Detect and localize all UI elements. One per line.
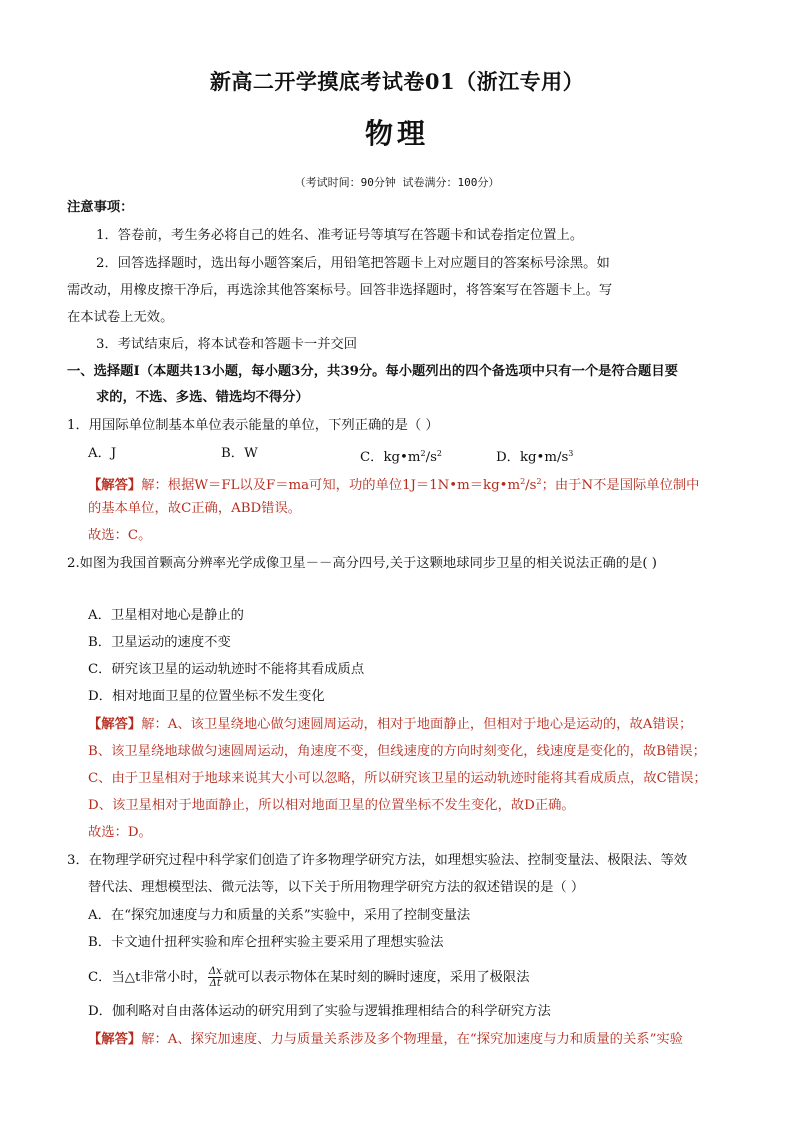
notice-item-1: 1．答卷前，考生务必将自己的姓名、准考证号等填写在答题卡和试卷指定位置上。 <box>96 228 584 243</box>
q2-option-c: C．研究该卫星的运动轨迹时不能将其看成质点 <box>88 662 365 677</box>
q1-option-d: D．$kg•m/s^3$ <box>496 449 574 465</box>
notice-item-2-line-2: 需改动，用橡皮擦干净后，再选涂其他答案标号。回答非选择题时，将答案写在答题卡上。写 <box>67 283 613 298</box>
section-1-heading-line-1: 一、选择题Ⅰ（本题共13小题，每小题3分，共39分。每小题列出的四个备选项中只有一个是符合题目要 <box>67 364 678 379</box>
q3-option-d: D．伽利略对自由落体运动的研究用到了实验与逻辑推理相结合的科学研究方法 <box>88 1004 551 1019</box>
q1-stem: 1．用国际单位制基本单位表示能量的单位，下列正确的是（ ） <box>67 418 439 433</box>
q2-option-b: B．卫星运动的速度不变 <box>88 635 231 650</box>
q2-answer-line-3: C、由于卫星相对于地球来说其大小可以忽略，所以研究该卫星的运动轨迹时能将其看成质点，故C错误； <box>88 771 707 786</box>
q3-answer-tag: 【解答】 <box>88 1032 142 1047</box>
q1-option-c: C．$kg•m^2/s^2$ <box>360 449 442 465</box>
q3-stem-line-1: 3．在物理学研究过程中科学家们创造了许多物理学研究方法，如理想实验法、控制变量法、极限法、等效 <box>67 853 688 868</box>
notice-heading: 注意事项： <box>67 200 134 215</box>
q2-answer-choice: 故选：D。 <box>88 825 152 840</box>
q1-answer-line-1: 【解答】解：根据W＝FL以及F＝ma可知，功的单位$1J=1N•m=kg•m^2/s^2$；由于N不是国际单位制中 <box>88 477 700 493</box>
q3-answer-line-1: 【解答】解：A、探究加速度、力与质量关系涉及多个物理量，在“探究加速度与力和质量的关系”实验 <box>88 1032 683 1047</box>
q2-answer-line-2: B、该卫星绕地球做匀速圆周运动，角速度不变，但线速度的方向时刻变化，线速度是变化的，故B错误； <box>88 744 706 759</box>
exam-time-note: （考试时间：90分钟 试卷满分：100分） <box>294 176 500 189</box>
subject-title: 物理 <box>364 117 429 150</box>
exam-title: 新高二开学摸底考试卷01（浙江专用） <box>209 69 585 94</box>
q2-option-a: A．卫星相对地心是静止的 <box>88 608 244 623</box>
q1-option-a: A．J <box>88 446 117 461</box>
q2-answer-line-1: 【解答】解：A、该卫星绕地心做匀速圆周运动，相对于地面静止，但相对于地心是运动的，故A错误； <box>88 717 693 732</box>
delta-x-over-delta-t-fraction: $\frac{\Delta x}{\Delta t}$ <box>208 966 222 989</box>
q1-answer-line-2: 的基本单位，故C正确，ABD错误。 <box>88 501 302 516</box>
q3-option-b: B．卡文迪什扭秤实验和库仑扭秤实验主要采用了理想实验法 <box>88 935 444 950</box>
q2-answer-tag: 【解答】 <box>88 717 142 732</box>
q2-option-d: D．相对地面卫星的位置坐标不发生变化 <box>88 689 325 704</box>
q3-option-a: A．在“探究加速度与力和质量的关系”实验中，采用了控制变量法 <box>88 908 471 923</box>
section-1-heading-line-2: 求的，不选、多选、错选均不得分） <box>96 390 309 405</box>
notice-item-2-line-3: 在本试卷上无效。 <box>67 310 174 325</box>
q1-option-b: B．W <box>221 446 258 461</box>
notice-item-2-line-1: 2．回答选择题时，选出每小题答案后，用铅笔把答题卡上对应题目的答案标号涂黑。如 <box>96 256 610 271</box>
q2-answer-line-4: D、该卫星相对于地面静止，所以相对地面卫星的位置坐标不发生变化，故D正确。 <box>88 798 575 813</box>
q3-stem-line-2: 替代法、理想模型法、微元法等，以下关于所用物理学研究方法的叙述错误的是（ ） <box>88 880 585 895</box>
q3-option-c: C．当△t非常小时， $\frac{\Delta x}{\Delta t}$ 就可以表示物体在某时刻的瞬时速度，采用了极限法 <box>88 966 530 989</box>
q2-stem: 2.如图为我国首颗高分辨率光学成像卫星－－高分四号,关于这颗地球同步卫星的相关说法正确的是( ) <box>67 556 657 571</box>
q1-answer-tag: 【解答】 <box>88 478 142 493</box>
q1-answer-choice: 故选：C。 <box>88 528 152 543</box>
notice-item-3: 3．考试结束后，将本试卷和答题卡一并交回 <box>96 337 358 352</box>
